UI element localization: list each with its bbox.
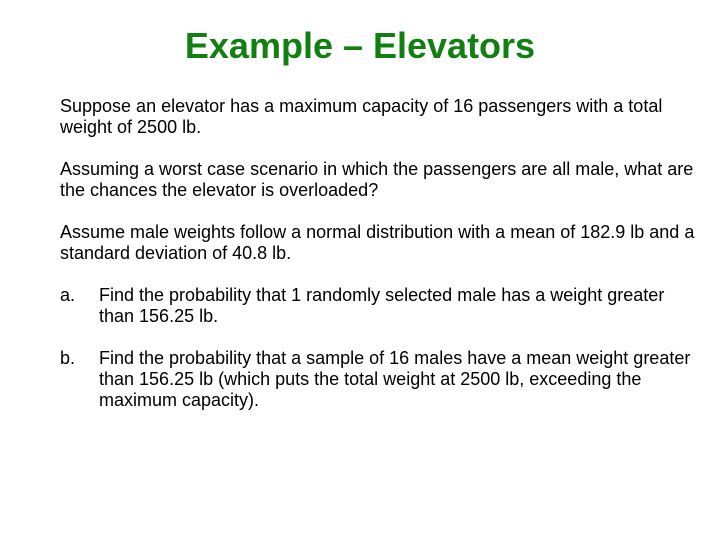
- slide-body: [60, 96, 700, 432]
- list-item-b: [60, 348, 700, 411]
- slide-title: Example – Elevators: [184, 25, 536, 66]
- paragraph-distribution: Assume male weights follow a normal distribution with a mean of 182.9 lb and a standard deviation of 40.8 lb.: [60, 222, 695, 263]
- list-item-a: [60, 285, 700, 327]
- list-marker-b: b.: [60, 348, 76, 368]
- paragraph-capacity: Suppose an elevator has a maximum capacity of 16 passengers with a total weight of 2500 lb.: [60, 96, 663, 137]
- paragraph-scenario: Assuming a worst case scenario in which the passengers are all male, what are the chances the elevator is overloaded?: [60, 159, 694, 200]
- list-marker-a: a.: [60, 285, 76, 305]
- list-text-a: Find the probability that 1 randomly selected male has a weight greater than 156.25 lb.: [99, 285, 665, 326]
- list-text-b: Find the probability that a sample of 16 males have a mean weight greater than 156.25 lb (which puts the total weight at 2500 lb, exceeding the maximum capacity).: [99, 348, 691, 410]
